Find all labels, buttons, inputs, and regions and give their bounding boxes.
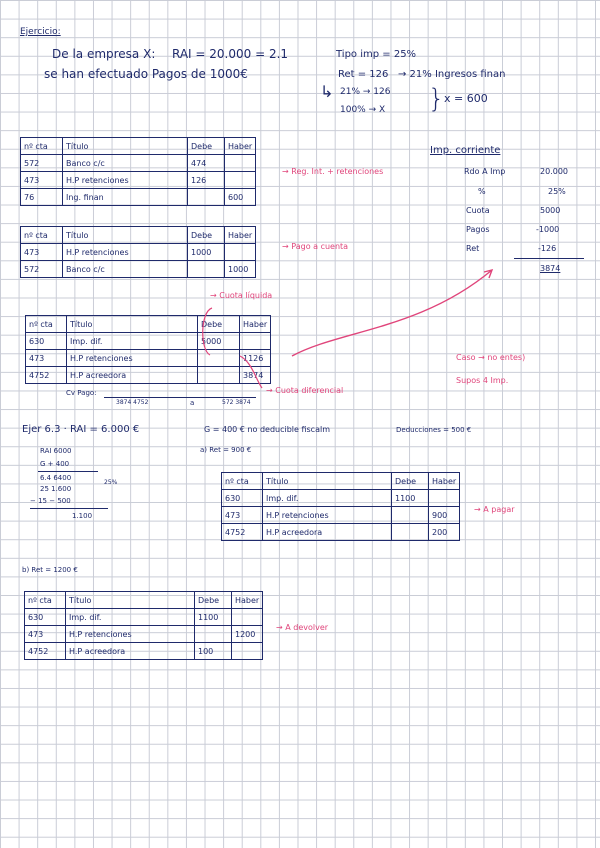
table-row: 572 Banco c/c 1000 [21,261,256,278]
curved-arrow-icon: ↳ [320,82,334,101]
calc-line [30,508,108,509]
ejer-calc-line: 25 1.600 [40,485,72,493]
table-row: 572 Banco c/c 474 [21,155,256,172]
table-row: 76 Ing. finan 600 [21,189,256,206]
ejer-part-b: b) Ret = 1200 € [22,566,78,574]
arrowhead-icon [484,270,492,278]
imp-row-label: Pagos [466,225,490,234]
imp-row-value: 5000 [540,206,561,215]
calc-result: x = 600 [444,92,488,105]
ejer-calc-line: G + 400 [40,460,70,468]
calc-line2: 100% → X [340,105,386,115]
header-line2-income: → 21% Ingresos finan [398,69,506,80]
journal-table-1 [20,137,256,206]
imp-row-value: -1000 [536,225,560,234]
table-row: 630 Imp. dif. 1100 [222,490,460,507]
imp-row-value: -126 [538,244,557,253]
imp-total-line [514,258,584,259]
ejer-heading-3: Deducciones = 500 € [396,426,472,434]
calc-line [38,471,98,472]
table-row: 473 H.P retenciones 1000 [21,244,256,261]
table-row: 4752 H.P acreedora 100 [25,643,263,660]
table3-top-note: → Cuota líquida [210,291,273,300]
payment-label: Cv Pago: [66,389,97,397]
journal-table-4: nº cta Título Debe Haber 630 Imp. dif. 1100 473 H.P retenciones 900 4752 H.P acreedora 200 [221,472,460,541]
col-debe-header: Debe [188,138,225,155]
payment-underline [104,397,256,398]
brace-icon: } [428,84,445,114]
exercise-title: Ejercicio: [20,27,61,37]
col-haber-header: Haber [225,138,256,155]
payment-credit: 572 3874 [222,399,251,406]
table3-note: → Cuota diferencial [266,386,344,395]
imp-note-2: Supos 4 Imp. [456,376,509,385]
ejer-calc-line: 1.100 [72,512,93,520]
imp-note-1: Caso → no entes) [456,353,526,362]
imp-row-label: Cuota [466,206,490,215]
curved-arrow-to-imp [292,270,492,356]
header-line1-company: De la empresa X: [52,47,156,61]
imp-total: 3874 [540,264,561,273]
table-row: 630 Imp. dif. 1100 [25,609,263,626]
header-line2-ret: Ret = 126 [338,69,389,80]
table-row: 473 H.P retenciones 1200 [25,626,263,643]
header-line2-payments: se han efectuado Pagos de 1000€ [44,67,248,81]
col-title-header: Título [63,138,188,155]
calc-line1: 21% → 126 [340,87,391,97]
imp-row-label: Rdo A Imp [464,167,506,176]
ejer-part-a: a) Ret = 900 € [200,446,252,454]
table4-note: → A pagar [474,505,515,514]
imp-corriente-title: Imp. corriente [430,145,501,156]
table-row: 4752 H.P acreedora 3874 [26,367,271,384]
payment-debit: 3874 4752 [116,399,149,406]
imp-row-value: 20.000 [540,167,568,176]
header-line1-rai: RAI = 20.000 = 2.1 [172,47,289,61]
table-row: 473 H.P retenciones 900 [222,507,460,524]
ejer-calc-line: − 15 − 500 [30,497,71,505]
header-line1-tax: Tipo imp = 25% [336,49,417,60]
ejer-calc-line: 6.4 6400 [40,474,72,482]
table-row: 473 H.P retenciones 126 [21,172,256,189]
imp-row-label: Ret [466,244,480,253]
imp-row-label: % [478,187,486,196]
table2-note: → Pago a cuenta [282,242,349,251]
ejer-heading: Ejer 6.3 · RAI = 6.000 € [22,424,140,435]
col-num-header: nº cta [21,138,63,155]
journal-table-3: nº cta Título Debe Haber 630 Imp. dif. 5000 473 H.P retenciones 1126 4752 H.P acreedora 3874 [25,315,271,384]
ejer-calc-line: RAI 6000 [40,447,72,455]
ejer-heading-2: G = 400 € no deducible fiscalm [204,425,330,434]
table-row: 4752 H.P acreedora 200 [222,524,460,541]
table-row: 473 H.P retenciones 1126 [26,350,271,367]
table-row: 630 Imp. dif. 5000 [26,333,271,350]
journal-table-5: nº cta Título Debe Haber 630 Imp. dif. 1100 473 H.P retenciones 1200 4752 H.P acreedora 100 [24,591,263,660]
payment-connector: a [190,399,195,407]
table1-note: → Reg. Int. + retenciones [282,167,384,176]
ejer-calc-side: 25% [104,479,118,486]
table5-note: → A devolver [276,623,329,632]
journal-table-2: nº cta Título Debe Haber 473 H.P retenciones 1000 572 Banco c/c 1000 [20,226,256,278]
imp-row-value: 25% [548,187,566,196]
